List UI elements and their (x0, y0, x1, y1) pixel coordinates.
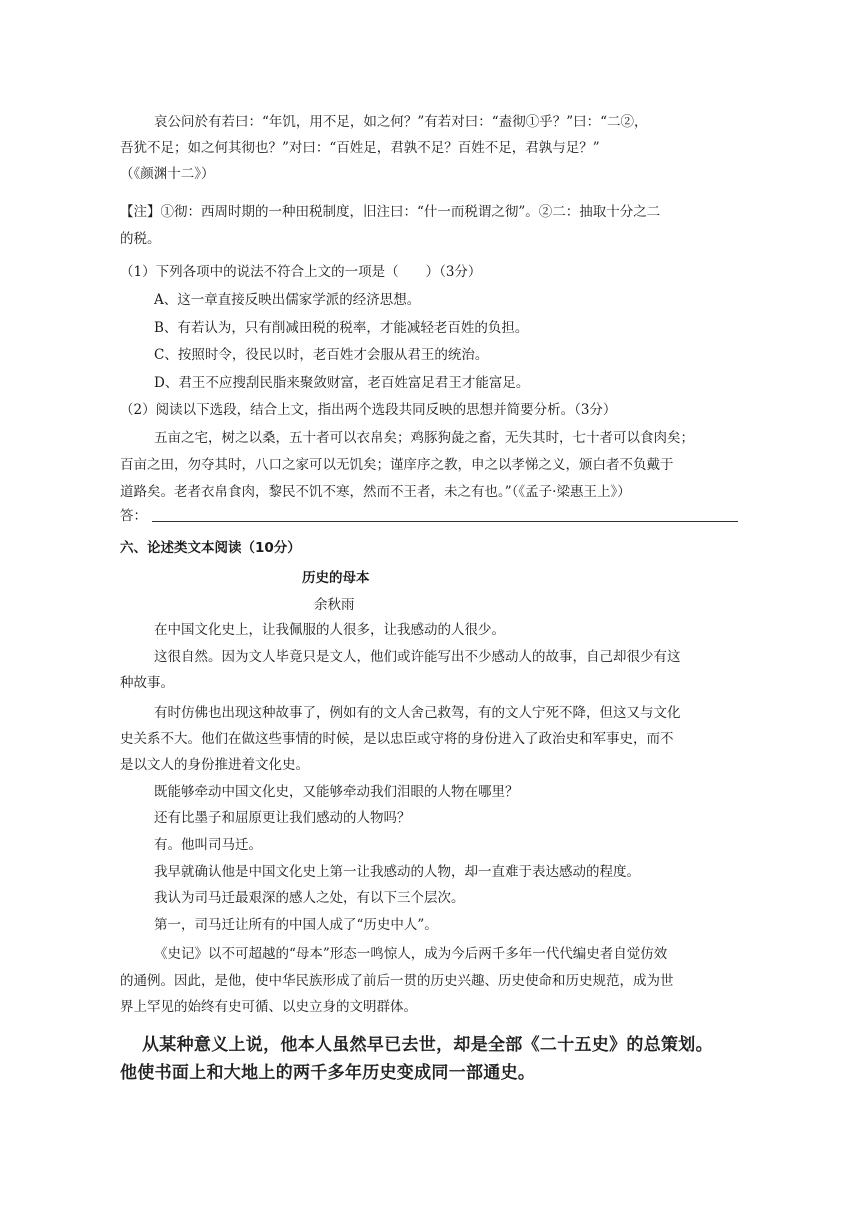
paragraph: 的通例。因此，是他，使中华民族形成了前后一贯的历史兴趣、历史使命和历史规范，成为世 (120, 973, 674, 989)
quote-line: 五亩之宅，树之以桑，五十者可以衣帛矣；鸡豚狗彘之畜，无失其时，七十者可以食肉矣； (154, 430, 694, 446)
question-2-stem: （2）阅读以下选段，结合上文，指出两个选段共同反映的思想并简要分析。（3分） (120, 402, 617, 418)
option-d: D、君王不应搜刮民脂来聚敛财富，老百姓富足君王才能富足。 (154, 375, 530, 391)
article-title: 历史的母本 (302, 570, 370, 586)
paragraph: 第一，司马迁让所有的中国人成了“历史中人”。 (154, 917, 438, 933)
paragraph: 在中国文化史上，让我佩服的人很多，让我感动的人很少。 (154, 622, 505, 638)
paragraph: 有时仿佛也出现这种故事了，例如有的文人舍己救驾，有的文人宁死不降，但这又与文化 (154, 705, 681, 721)
note-line: 的税。 (120, 231, 161, 247)
passage-source: （《颜渊十二》） (120, 166, 215, 182)
article-author: 余秋雨 (314, 597, 355, 613)
answer-line[interactable] (152, 521, 738, 522)
paragraph: 这很自然。因为文人毕竟只是文人，他们或许能写出不少感动人的故事，自己却很少有这 (154, 649, 681, 665)
passage-line: 哀公问於有若曰：“年饥，用不足，如之何？”有若对曰：“盍彻①乎？”曰：“二②， (154, 114, 648, 130)
question-1-stem: （1）下列各项中的说法不符合上文的一项是（ ）（3分） (120, 264, 482, 280)
option-a: A、这一章直接反映出儒家学派的经济思想。 (154, 292, 421, 308)
passage-line: 吾犹不足；如之何其彻也？”对曰：“百姓足，君孰不足？百姓不足，君孰与足？” (120, 140, 600, 156)
section-heading: 六、论述类文本阅读（10分） (120, 540, 301, 556)
quote-line: 道路矣。老者衣帛食肉，黎民不饥不寒，然而不王者，未之有也。”（《孟子·梁惠王上》） (120, 484, 631, 500)
handwritten-line: 他使书面上和大地上的两千多年历史变成同一部通史。 (120, 1063, 536, 1083)
paragraph: 种故事。 (120, 675, 174, 691)
paragraph: 我早就确认他是中国文化史上第一让我感动的人物，却一直难于表达感动的程度。 (154, 864, 640, 880)
quote-line: 百亩之田，勿夺其时，八口之家可以无饥矣；谨庠序之教，申之以孝悌之义，颁白者不负戴于 (120, 457, 674, 473)
paragraph: 史关系不大。他们在做这些事情的时候，是以忠臣或守将的身份进入了政治史和军事史，而不 (120, 731, 674, 747)
handwritten-line: 从某种意义上说，他本人虽然早已去世，却是全部《二十五史》的总策划。 (142, 1035, 713, 1055)
note-line: 【注】①彻：西周时期的一种田税制度，旧注曰：“什一而税谓之彻”。②二：抽取十分之二 (120, 204, 661, 220)
answer-label: 答： (120, 508, 147, 524)
paragraph: 还有比墨子和屈原更让我们感动的人物吗？ (154, 810, 411, 826)
paragraph: 有。他叫司马迁。 (154, 837, 262, 853)
option-c: C、按照时令，役民以时，老百姓才会服从君王的统治。 (154, 347, 489, 363)
paragraph: 我认为司马迁最艰深的感人之处，有以下三个层次。 (154, 890, 465, 906)
paragraph: 既能够牵动中国文化史，又能够牵动我们泪眼的人物在哪里？ (154, 784, 519, 800)
option-b: B、有若认为，只有削减田税的税率，才能减轻老百姓的负担。 (154, 320, 529, 336)
paragraph: 《史记》以不可超越的“母本”形态一鸣惊人，成为今后两千多年一代代编史者自觉仿效 (154, 946, 668, 962)
paragraph: 是以文人的身份推进着文化史。 (120, 757, 309, 773)
paragraph: 界上罕见的始终有史可循、以史立身的文明群体。 (120, 999, 417, 1015)
